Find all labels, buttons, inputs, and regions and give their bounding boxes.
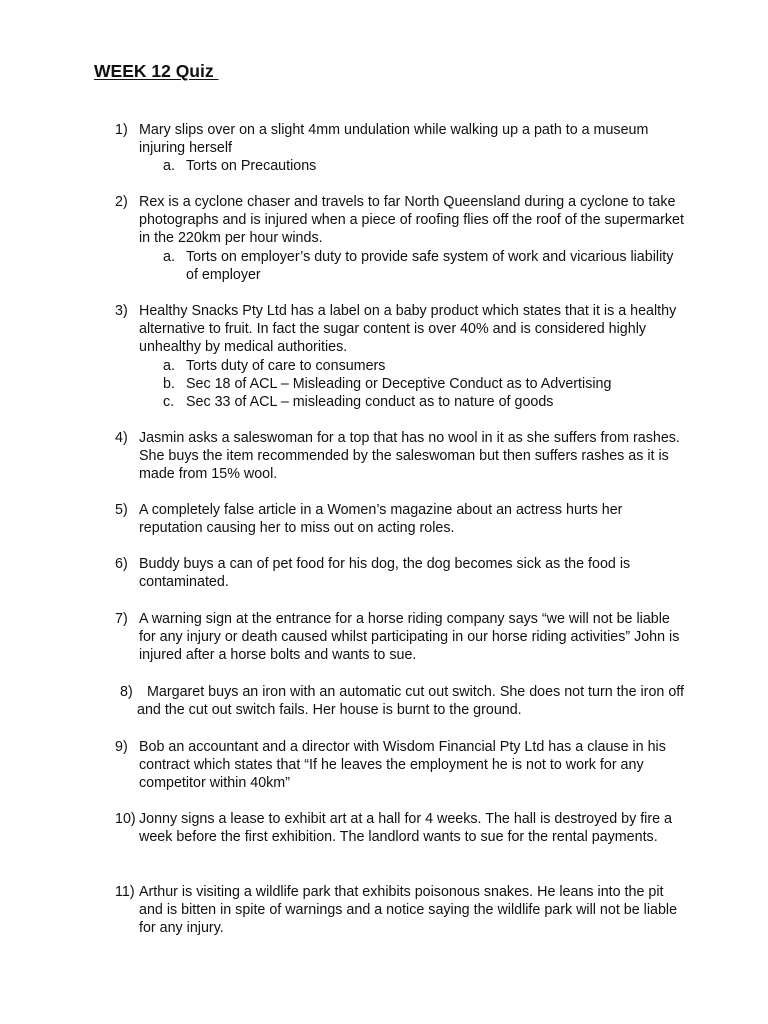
- sub-letter: c.: [163, 394, 175, 411]
- question-text: Jonny signs a lease to exhibit art at a hall for 4 weeks. The hall is destroyed by fire a week before the first exhibition. The landlord wants to sue for the rental payments.: [139, 811, 672, 846]
- question-text: Margaret buys an iron with an automatic cut out switch. She does not turn the iron off and the cut out switch fails. Her house is burnt to the ground.: [137, 684, 684, 719]
- question-text: Jasmin asks a saleswoman for a top that has no wool in it as she suffers from rashes. She buys the item recommended by the saleswoman but then suffers rashes as it is made from 15% wool.: [139, 430, 680, 483]
- question-text: A warning sign at the entrance for a horse riding company says “we will not be liable for any injury or death caused whilst participating in our horse riding activities” John is injured after a horse bolts and wants to sue.: [139, 611, 680, 664]
- page-title: WEEK 12 Quiz: [94, 61, 219, 81]
- question-item: [115, 683, 685, 719]
- sub-item: [163, 157, 685, 175]
- sub-text: Sec 33 of ACL – misleading conduct as to nature of goods: [186, 394, 554, 411]
- sub-letter: a.: [163, 248, 175, 265]
- sub-text: Torts duty of care to consumers: [186, 357, 386, 374]
- question-text: Mary slips over on a slight 4mm undulation while walking up a path to a museum injuring herself: [139, 122, 649, 157]
- question-text: A completely false article in a Women’s magazine about an actress hurts her reputation causing her to miss out on acting roles.: [139, 502, 623, 537]
- question-item: [115, 555, 685, 591]
- question-text: Healthy Snacks Pty Ltd has a label on a baby product which states that it is a healthy alternative to fruit. In fact the sugar content is over 40% and is considered highly unhealthy by medical authorities.: [139, 303, 677, 356]
- question-number: 4): [115, 430, 128, 446]
- question-number: 8): [120, 684, 133, 700]
- sub-item: [163, 357, 685, 375]
- question-text: Arthur is visiting a wildlife park that exhibits poisonous snakes. He leans into the pit and is bitten in spite of warnings and a notice saying the wildlife park will not be liable for any injury.: [139, 884, 678, 937]
- question-number: 2): [115, 194, 128, 210]
- question-number: 6): [115, 556, 128, 572]
- question-text: Buddy buys a can of pet food for his dog, the dog becomes sick as the food is contaminated.: [139, 556, 631, 591]
- question-text: Bob an accountant and a director with Wisdom Financial Pty Ltd has a clause in his contract which states that “If he leaves the employment he is not to work for any competitor within 40km”: [139, 739, 666, 792]
- question-item: [115, 610, 685, 665]
- question-item: [115, 810, 685, 846]
- question-number: 11): [115, 884, 135, 900]
- sub-item: [163, 375, 685, 393]
- sub-item: [163, 393, 685, 411]
- sub-letter: a.: [163, 158, 175, 175]
- question-text: Rex is a cyclone chaser and travels to far North Queensland during a cyclone to take photographs and is injured when a piece of roofing flies off the roof of the supermarket in the 220km per hour winds.: [139, 194, 684, 247]
- question-item: [115, 429, 685, 484]
- sub-letter: a.: [163, 357, 175, 374]
- sub-letter: b.: [163, 375, 175, 392]
- question-item: [115, 738, 685, 793]
- question-item: [115, 121, 685, 176]
- question-number: 5): [115, 502, 128, 518]
- question-item: [115, 501, 685, 537]
- sub-text: Sec 18 of ACL – Misleading or Deceptive Conduct as to Advertising: [186, 375, 612, 392]
- question-number: 3): [115, 303, 128, 319]
- question-number: 1): [115, 122, 128, 138]
- question-item: [115, 302, 685, 411]
- sub-text: Torts on employer’s duty to provide safe system of work and vicarious liability of employer: [186, 248, 674, 283]
- sub-item: [163, 248, 685, 284]
- question-number: 9): [115, 739, 128, 755]
- question-number: 10): [115, 811, 136, 827]
- sub-text: Torts on Precautions: [186, 158, 317, 175]
- question-item: [115, 193, 685, 284]
- question-number: 7): [115, 611, 128, 627]
- question-item: [115, 883, 685, 938]
